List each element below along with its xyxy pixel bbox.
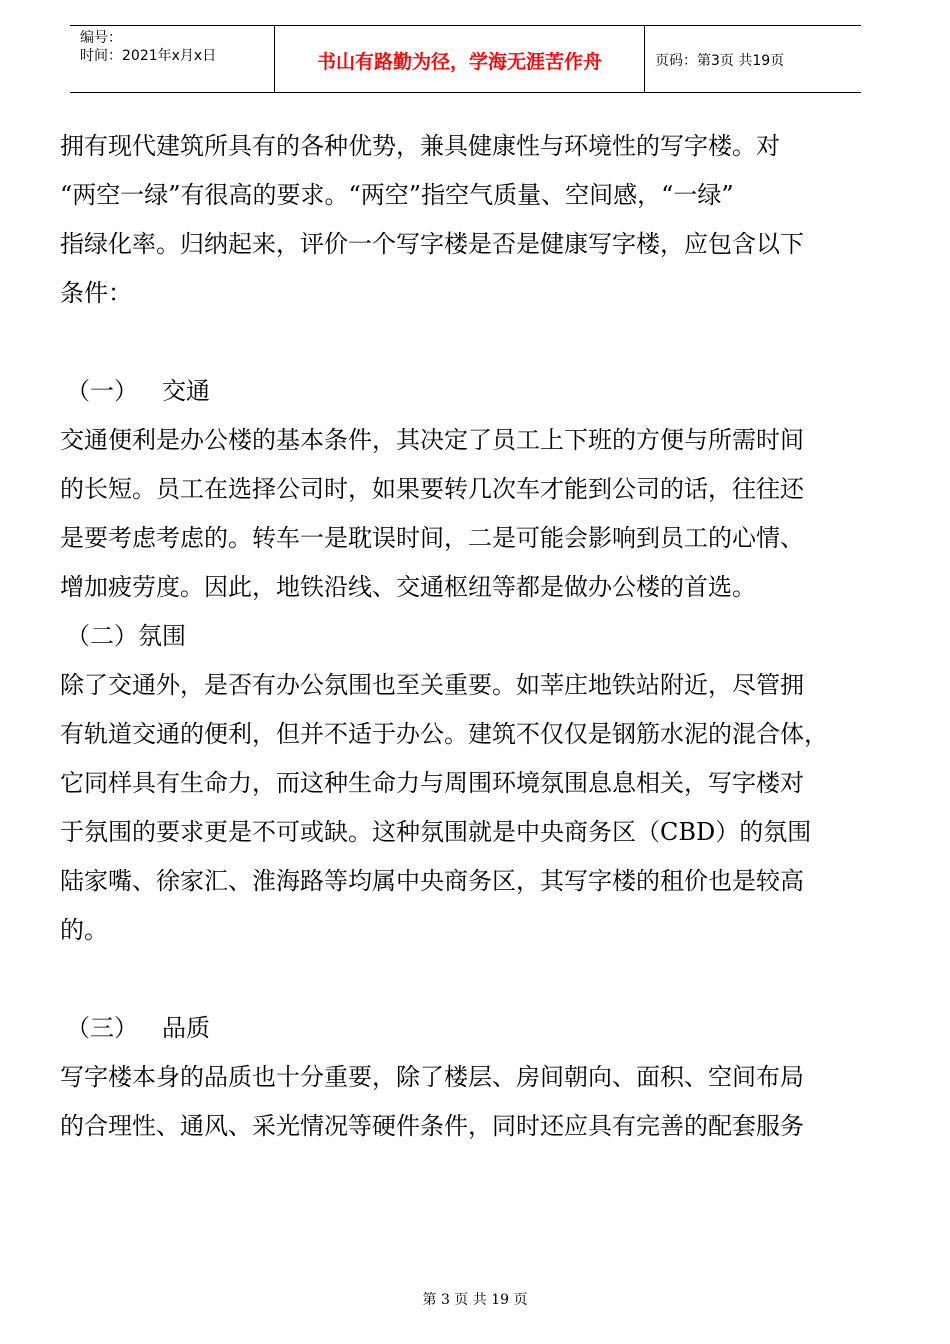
paragraph-line: 指绿化率。归纳起来，评价一个写字楼是否是健康写字楼，应包含以下 bbox=[60, 230, 804, 258]
page-header bbox=[70, 25, 861, 93]
paragraph-line: “两空一绿”有很高的要求。“两空”指空气质量、空间感，“一绿” bbox=[60, 181, 734, 209]
blank-line bbox=[60, 318, 880, 367]
paragraph-line: 于氛围的要求更是不可或缺。这种氛围就是中央商务区（CBD）的氛围 bbox=[60, 818, 812, 846]
paragraph-line: 增加疲劳度。因此，地铁沿线、交通枢纽等都是做办公楼的首选。 bbox=[60, 573, 756, 601]
section-title: 品质 bbox=[162, 1014, 210, 1042]
paragraph-line: 条件： bbox=[60, 279, 132, 307]
paragraph-line: 是要考虑考虑的。转车一是耽误时间，二是可能会影响到员工的心情、 bbox=[60, 524, 804, 552]
section-heading-traffic bbox=[60, 367, 880, 416]
section-heading-quality bbox=[60, 1004, 880, 1053]
section-number: （一） bbox=[66, 377, 138, 405]
section-number: （三） bbox=[66, 1014, 138, 1042]
blank-line bbox=[60, 955, 880, 1004]
section-heading-atmosphere: （二）氛围 bbox=[66, 622, 186, 650]
paragraph-line: 交通便利是办公楼的基本条件，其决定了员工上下班的方便与所需时间 bbox=[60, 426, 804, 454]
document-body bbox=[60, 122, 880, 1151]
paragraph-line: 陆家嘴、徐家汇、淮海路等均属中央商务区，其写字楼的租价也是较高 bbox=[60, 867, 804, 895]
paragraph-line: 的合理性、通风、采光情况等硬件条件，同时还应具有完善的配套服务 bbox=[60, 1112, 804, 1140]
paragraph-line: 的长短。员工在选择公司时，如果要转几次车才能到公司的话，往往还 bbox=[60, 475, 804, 503]
time-label: 时间：2021年x月x日 bbox=[80, 48, 217, 64]
header-meta bbox=[70, 26, 275, 92]
paragraph-line: 除了交通外，是否有办公氛围也至关重要。如莘庄地铁站附近，尽管拥 bbox=[60, 671, 804, 699]
header-motto: 书山有路勤为径，学海无涯苦作舟 bbox=[275, 26, 645, 92]
paragraph-line: 的。 bbox=[60, 916, 108, 944]
paragraph-line: 它同样具有生命力，而这种生命力与周围环境氛围息息相关，写字楼对 bbox=[60, 769, 804, 797]
paragraph-line: 拥有现代建筑所具有的各种优势，兼具健康性与环境性的写字楼。对 bbox=[60, 132, 780, 160]
paragraph-line: 写字楼本身的品质也十分重要，除了楼层、房间朝向、面积、空间布局 bbox=[60, 1063, 804, 1091]
page-footer: 第 3 页 共 19 页 bbox=[422, 1292, 528, 1308]
paragraph-line: 有轨道交通的便利，但并不适于办公。建筑不仅仅是钢筋水泥的混合体， bbox=[60, 720, 828, 748]
number-label: 编号： bbox=[80, 30, 122, 46]
section-title: 交通 bbox=[162, 377, 210, 405]
header-page-label: 页码：第3页 共19页 bbox=[655, 53, 785, 69]
